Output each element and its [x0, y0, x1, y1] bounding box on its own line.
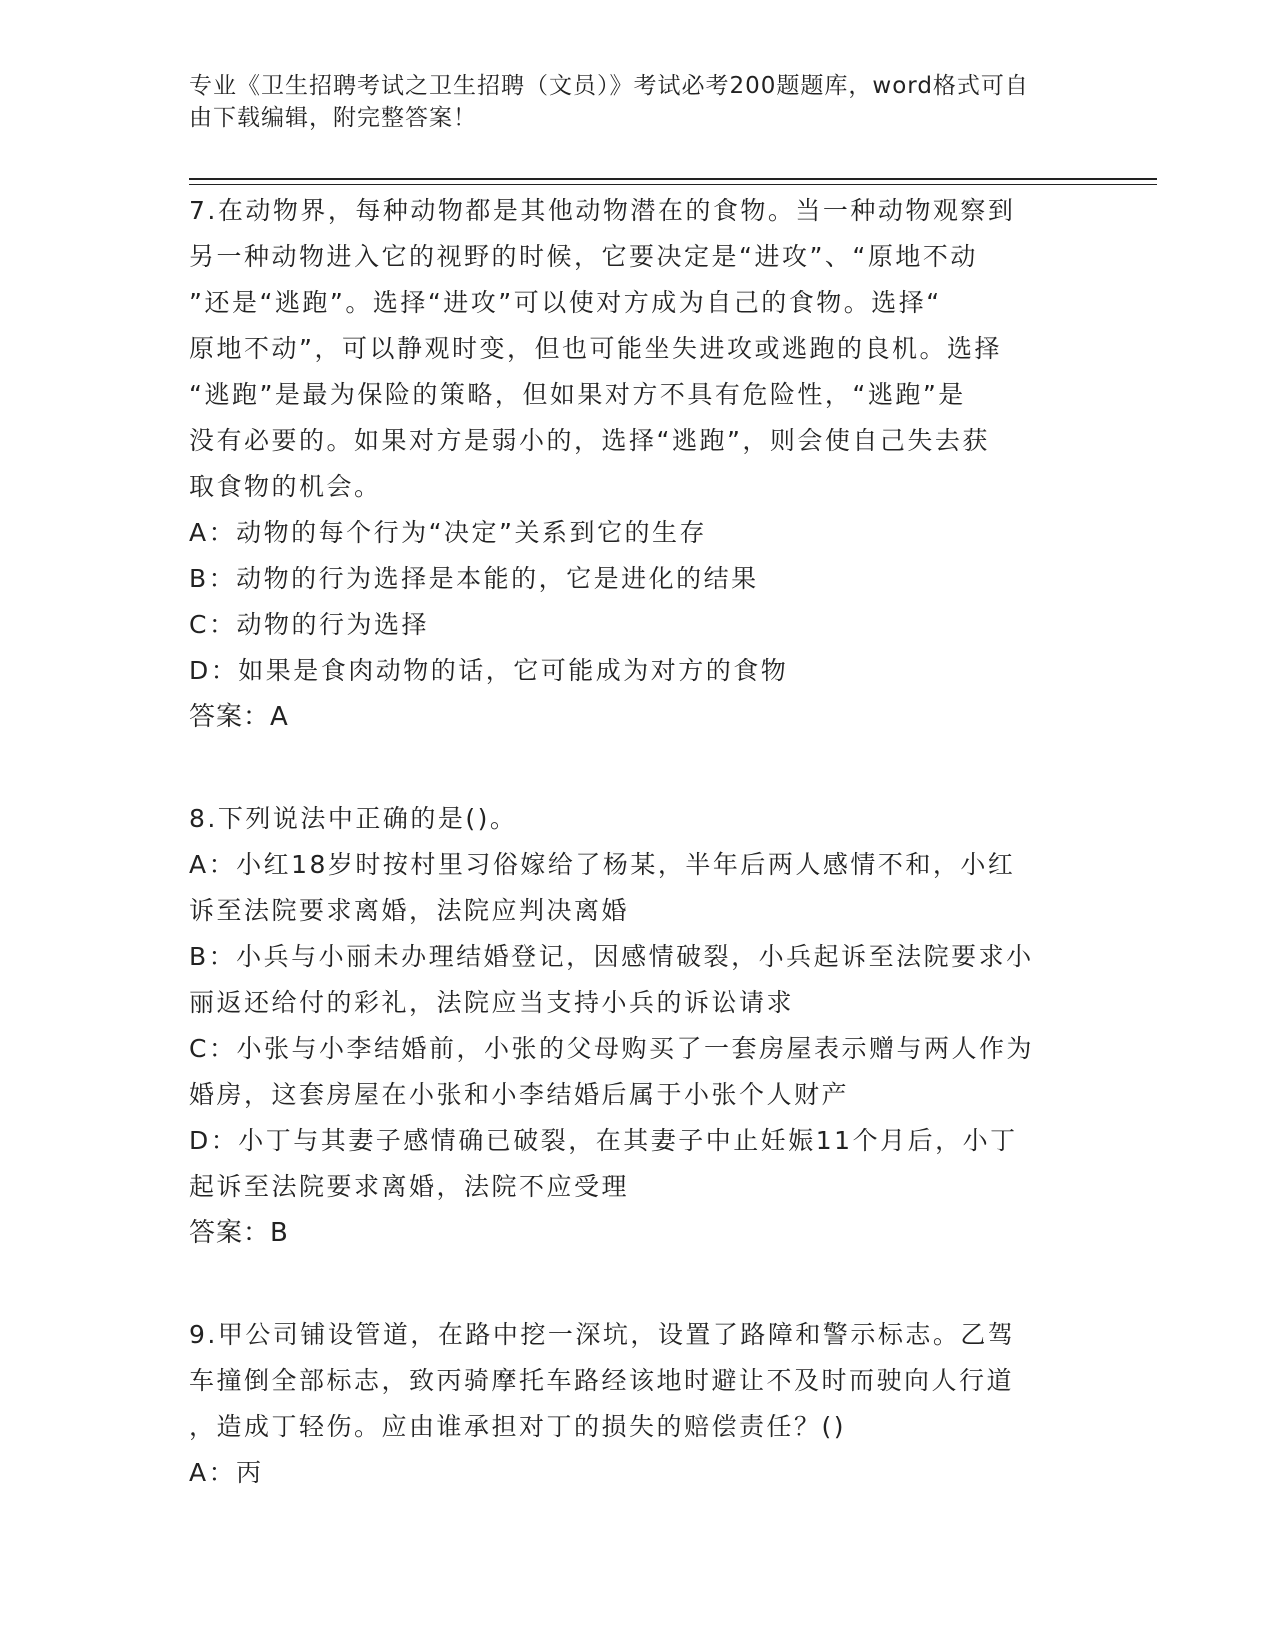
stem-line: ”还是“逃跑”。选择“进攻”可以使对方成为自己的食物。选择“ [189, 288, 942, 317]
question-8 [189, 796, 1069, 1256]
question-list [189, 188, 1069, 1496]
question-spacer [189, 1256, 1069, 1312]
option-a: A：动物的每个行为“决定”关系到它的生存 [189, 518, 708, 547]
stem-line: 另一种动物进入它的视野的时候，它要决定是“进攻”、“原地不动 [189, 242, 978, 271]
stem-line: 9.甲公司铺设管道，在路中挖一深坑，设置了路障和警示标志。乙驾 [189, 1320, 1016, 1349]
stem-line: 车撞倒全部标志，致丙骑摩托车路经该地时避让不及时而驶向人行道 [189, 1366, 1015, 1395]
question-stem [189, 1312, 1069, 1450]
option-d: D：如果是食肉动物的话，它可能成为对方的食物 [189, 656, 789, 685]
option-b [189, 934, 1069, 1026]
stem-line: 取食物的机会。 [189, 472, 382, 501]
option-c: C：动物的行为选择 [189, 610, 429, 639]
option-line: B：小兵与小丽未办理结婚登记，因感情破裂，小兵起诉至法院要求小 [189, 942, 1034, 971]
header-line: 由下载编辑，附完整答案！ [189, 105, 477, 131]
option-line: 婚房，这套房屋在小张和小李结婚后属于小张个人财产 [189, 1080, 850, 1109]
stem-line: 7.在动物界，每种动物都是其他动物潜在的食物。当一种动物观察到 [189, 196, 1016, 225]
answer-label: 答案：B [189, 1218, 289, 1248]
option-line: C：小张与小李结婚前，小张的父母购买了一套房屋表示赠与两人作为 [189, 1034, 1034, 1063]
option-b: B：动物的行为选择是本能的，它是进化的结果 [189, 564, 759, 593]
option-d [189, 1118, 1069, 1210]
stem-line: ，造成丁轻伤。应由谁承担对丁的损失的赔偿责任？() [189, 1412, 847, 1441]
option-line: D：小丁与其妻子感情确已破裂，在其妻子中止妊娠11个月后，小丁 [189, 1126, 1018, 1155]
question-7 [189, 188, 1069, 740]
question-spacer [189, 740, 1069, 796]
stem-line: 8.下列说法中正确的是()。 [189, 804, 518, 833]
option-line: A：小红18岁时按村里习俗嫁给了杨某，半年后两人感情不和，小红 [189, 850, 1016, 879]
question-stem [189, 188, 1069, 510]
option-a: A：丙 [189, 1458, 264, 1487]
stem-line: 原地不动”，可以静观时变，但也可能坐失进攻或逃跑的良机。选择 [189, 334, 1002, 363]
stem-line: 没有必要的。如果对方是弱小的，选择“逃跑”，则会使自己失去获 [189, 426, 990, 455]
option-line: 起诉至法院要求离婚，法院不应受理 [189, 1172, 630, 1201]
header-line: 专业《卫生招聘考试之卫生招聘（文员）》考试必考200题题库，word格式可自 [189, 73, 1029, 99]
stem-line: “逃跑”是最为保险的策略，但如果对方不具有危险性，“逃跑”是 [189, 380, 966, 409]
header-divider-thick [189, 178, 1157, 180]
document-header [189, 70, 1069, 134]
option-c [189, 1026, 1069, 1118]
header-divider-thin [189, 184, 1157, 185]
answer-label: 答案：A [189, 702, 289, 732]
question-9 [189, 1312, 1069, 1496]
option-line: 丽返还给付的彩礼，法院应当支持小兵的诉讼请求 [189, 988, 795, 1017]
option-line: 诉至法院要求离婚，法院应判决离婚 [189, 896, 630, 925]
option-a [189, 842, 1069, 934]
